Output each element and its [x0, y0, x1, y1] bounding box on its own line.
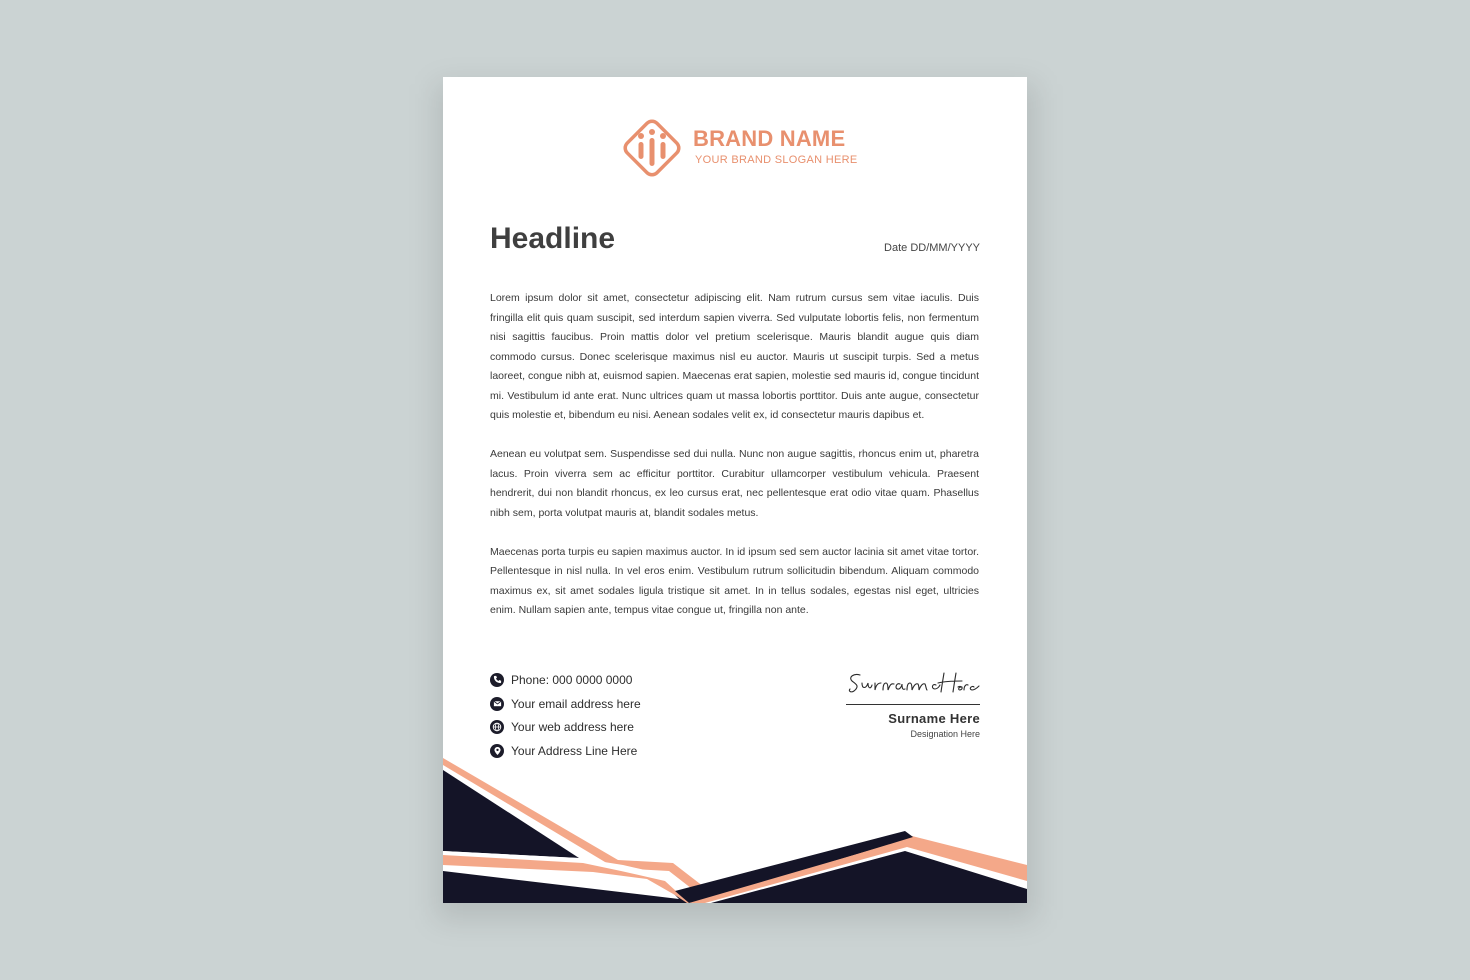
handwritten-signature [846, 667, 980, 697]
letter-body [490, 289, 979, 640]
contact-list [490, 668, 641, 763]
contact-email [490, 692, 641, 716]
signer-name: Surname Here [888, 711, 980, 726]
headline: Headline [490, 222, 616, 255]
contact-text: Your web address here [511, 720, 634, 735]
contact-text: Your email address here [511, 696, 641, 711]
contact-text: Phone: 000 0000 0000 [511, 672, 633, 687]
footer-wave-decoration [443, 753, 1027, 903]
email-icon [490, 697, 504, 711]
brand-logo [617, 113, 857, 185]
signature-block [846, 667, 980, 739]
signature-line [846, 704, 980, 705]
phone-icon [490, 673, 504, 687]
brand-slogan: YOUR BRAND SLOGAN HERE [695, 154, 858, 166]
paragraph: Maecenas porta turpis eu sapien maximus auctor. In id ipsum sed sem auctor lacinia sit amet vitae tortor. Pellentesque in nisl nulla. In vel eros enim. Vestibulum rutrum sollicitudin bibendum. Aliquam commodo maximus ex, sit amet sodales ligula tristique sit amet. In in tellus sodales, egestas nisl eget, ultricies enim. Nullam sapien ante, tempus vitae congue ut, fringilla non ante. [490, 545, 979, 616]
date: Date DD/MM/YYYY [884, 242, 980, 254]
contact-text: Your Address Line Here [511, 743, 638, 758]
contact-phone [490, 668, 641, 692]
contact-web [490, 715, 641, 739]
web-icon [490, 720, 504, 734]
diamond-people-logo-icon [617, 113, 687, 183]
paragraph: Aenean eu volutpat sem. Suspendisse sed dui nulla. Nunc non augue sagittis, rhoncus enim ut, pharetra lacus. Proin viverra sem ac efficitur porttitor. Curabitur ullamcorper vestibulum vehicula. Praesent hendrerit, dui non blandit rhoncus, ex leo cursus erat, nec pellentesque erat odio vitae quam. Phasellus nibh sem, porta volutpat mauris at, blandit sodales metus. [490, 448, 979, 519]
brand-name: BRAND NAME [693, 126, 846, 151]
paragraph: Lorem ipsum dolor sit amet, consectetur adipiscing elit. Nam rutrum cursus sem vitae iaculis. Duis fringilla elit quis quam suscipit, sed interdum sapien viverra. Sed vulputate lobortis felis, non fermentum nisi sagittis faucibus. Proin mattis dolor vel pretium scelerisque. Mauris blandit augue quis diam commodo cursus. Donec scelerisque maximus nisl eu auctor. Mauris ut suscipit turpis. Sed a metus laoreet, congue nibh at, euismod sapien. Maecenas erat sapien, molestie sed mauris id, congue tincidunt mi. Vestibulum id ante erat. Nunc ultrices quam ut massa lobortis porttitor. Duis ante augue, consectetur quis molestie et, bibendum eu nisi. Aenean sodales velit ex, id consectetur mauris dapibus et. [490, 292, 979, 421]
signer-designation: Designation Here [910, 729, 980, 739]
letterhead-page [443, 77, 1027, 903]
